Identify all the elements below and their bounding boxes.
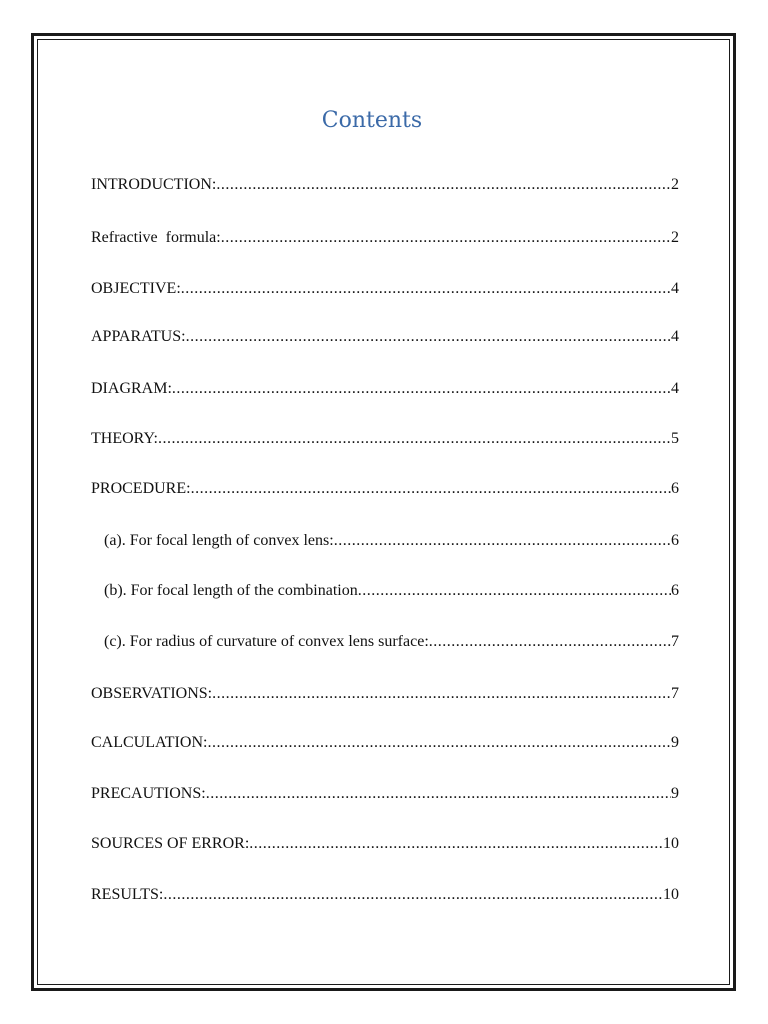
dot-leader: [191, 480, 671, 498]
dot-leader: [216, 176, 671, 194]
toc-entry-label: DIAGRAM:: [91, 380, 172, 397]
toc-entry-page: 10: [663, 835, 679, 852]
toc-entry-label: (c). For radius of curvature of convex lens surface:: [104, 633, 429, 650]
dot-leader: [163, 886, 663, 904]
toc-entry-page: 7: [671, 633, 679, 650]
dot-leader: [429, 633, 671, 651]
toc-entry-procedure[interactable]: [91, 480, 679, 500]
toc-entry-label: THEORY:: [91, 430, 158, 447]
toc-entry-label: OBSERVATIONS:: [91, 685, 213, 702]
toc-entry-focal-length-convex-lens[interactable]: [104, 532, 679, 552]
dot-leader: [207, 734, 671, 752]
dot-leader: [158, 430, 671, 448]
dot-leader: [249, 835, 663, 853]
toc-entry-page: 4: [671, 380, 679, 397]
toc-entry-page: 9: [671, 785, 679, 802]
toc-entry-label: PRECAUTIONS:: [91, 785, 206, 802]
dot-leader: [181, 280, 671, 298]
toc-entry-focal-length-combination[interactable]: [104, 582, 679, 602]
dot-leader: [206, 785, 671, 803]
toc-entry-label: SOURCES OF ERROR:: [91, 835, 250, 852]
toc-entry-page: 4: [671, 280, 679, 297]
toc-entry-sources-of-error[interactable]: [91, 835, 679, 855]
toc-entry-radius-of-curvature[interactable]: [104, 633, 679, 653]
dot-leader: [358, 582, 671, 600]
toc-entry-results[interactable]: [91, 886, 679, 906]
toc-entry-page: 2: [671, 229, 679, 246]
toc-entry-label: RESULTS:: [91, 886, 164, 903]
toc-entry-page: 5: [671, 430, 679, 447]
dot-leader: [212, 685, 671, 703]
dot-leader: [221, 229, 671, 247]
toc-entry-page: 6: [671, 480, 679, 497]
toc-entry-apparatus[interactable]: [91, 328, 679, 348]
toc-entry-objective[interactable]: [91, 280, 679, 300]
dot-leader: [186, 328, 671, 346]
toc-entry-label: (a). For focal length of convex lens:: [104, 532, 334, 549]
toc-entry-diagram[interactable]: [91, 380, 679, 400]
toc-entry-label: Refractive formula:: [91, 229, 221, 246]
dot-leader: [334, 532, 671, 550]
toc-title: Contents: [321, 108, 423, 133]
toc-entry-observations[interactable]: [91, 685, 679, 705]
toc-entry-label: INTRODUCTION:: [91, 176, 217, 193]
toc-entry-page: 6: [671, 532, 679, 549]
toc-entry-page: 9: [671, 734, 679, 751]
toc-entry-label: OBJECTIVE:: [91, 280, 181, 297]
toc-entry-page: 2: [671, 176, 679, 193]
toc-entry-theory[interactable]: [91, 430, 679, 450]
toc-entry-label: PROCEDURE:: [91, 480, 191, 497]
toc-entry-page: 6: [671, 582, 679, 599]
toc-entry-label: APPARATUS:: [91, 328, 186, 345]
toc-entry-label: (b). For focal length of the combination: [104, 582, 358, 599]
toc-entry-page: 7: [671, 685, 679, 702]
toc-entry-calculation[interactable]: [91, 734, 679, 754]
toc-entry-page: 4: [671, 328, 679, 345]
toc-entry-label: CALCULATION:: [91, 734, 208, 751]
dot-leader: [172, 380, 671, 398]
toc-entry-introduction[interactable]: [91, 176, 679, 196]
toc-entry-refractive-formula[interactable]: [91, 229, 679, 249]
toc-entry-precautions[interactable]: [91, 785, 679, 805]
toc-entry-page: 10: [663, 886, 679, 903]
